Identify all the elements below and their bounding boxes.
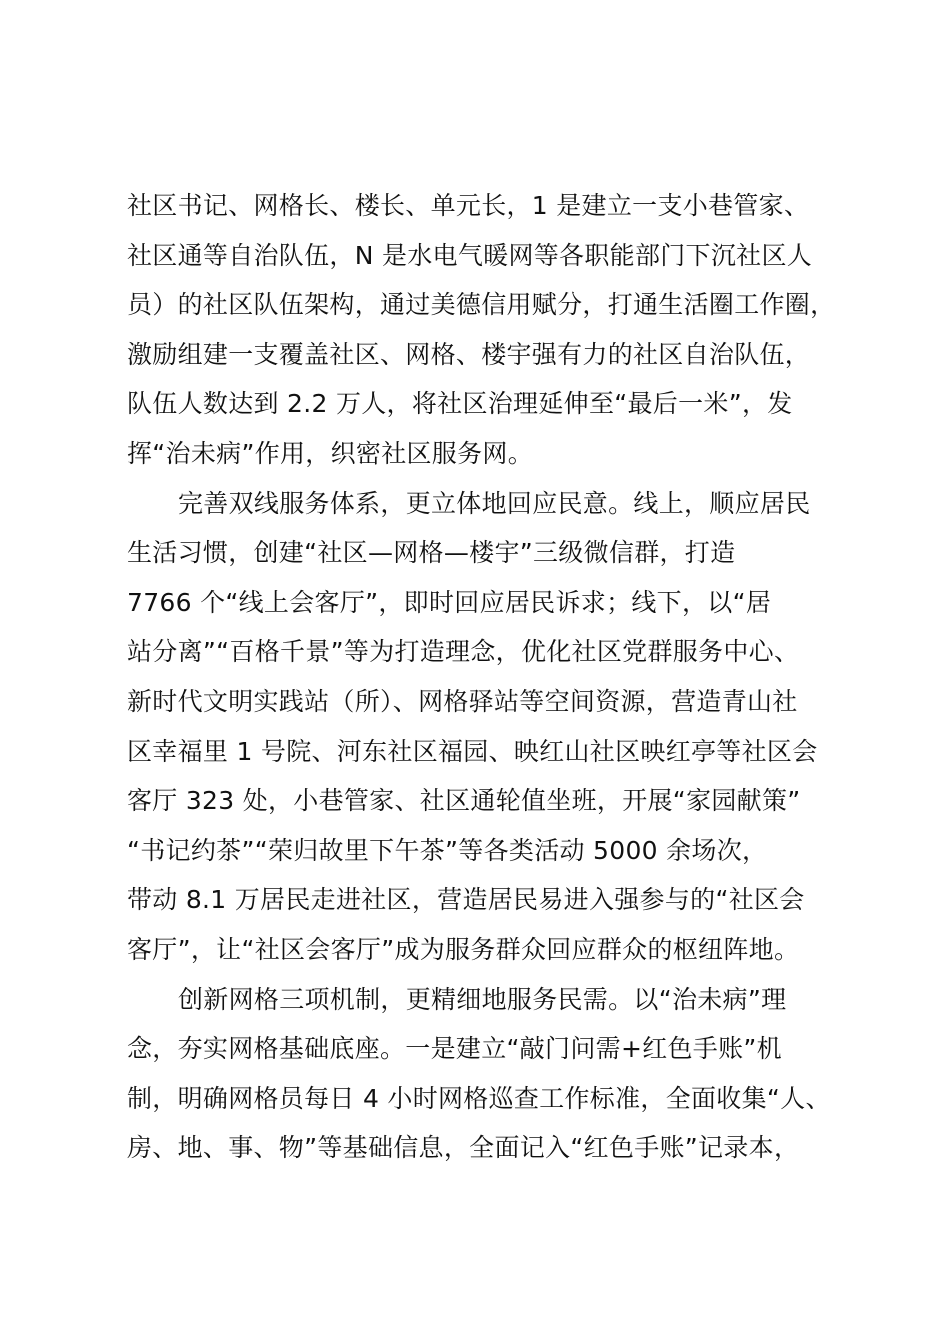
text-line: 激励组建一支覆盖社区、网格、楼宇强有力的社区自治队伍， xyxy=(127,339,811,369)
paragraph-start-line: 完善双线服务体系，更立体地回应民意。线上，顺应居民 xyxy=(178,488,811,518)
text-line: 新时代文明实践站（所）、网格驿站等空间资源，营造青山社 xyxy=(127,686,798,716)
text-line: 挥“治未病”作用，织密社区服务网。 xyxy=(127,438,534,468)
text-line: 站分离”“百格千景”等为打造理念，优化社区党群服务中心、 xyxy=(127,637,800,667)
text-line: 客厅 323 处，小巷管家、社区通轮值坐班，开展“家园献策” xyxy=(127,786,801,816)
text-line: 客厅”，让“社区会客厅”成为服务群众回应群众的枢纽阵地。 xyxy=(127,934,800,964)
text-line: 员）的社区队伍架构，通过美德信用赋分，打通生活圈工作圈， xyxy=(127,290,836,320)
paragraph-start-line: 创新网格三项机制，更精细地服务民需。以“治未病”理 xyxy=(178,984,787,1014)
text-line: 带动 8.1 万居民走进社区，营造居民易进入强参与的“社区会 xyxy=(127,885,805,915)
text-line: 队伍人数达到 2.2 万人，将社区治理延伸至“最后一米”，发 xyxy=(127,389,793,419)
text-line: 区幸福里 1 号院、河东社区福园、映红山社区映红亭等社区会 xyxy=(127,736,818,766)
text-line: “书记约茶”“荣归故里下午茶”等各类活动 5000 余场次， xyxy=(127,835,768,865)
body-text xyxy=(127,181,867,1173)
text-line: 制，明确网格员每日 4 小时网格巡查工作标准，全面收集“人、 xyxy=(127,1083,831,1113)
text-line: 生活习惯，创建“社区—网格—楼宇”三级微信群，打造 xyxy=(127,538,736,568)
text-line: 社区通等自治队伍，N 是水电气暖网等各职能部门下沉社区人 xyxy=(127,240,813,270)
text-line: 7766 个“线上会客厅”，即时回应居民诉求；线下，以“居 xyxy=(127,587,772,617)
text-line: 念，夯实网格基础底座。一是建立“敲门问需+红色手账”机 xyxy=(127,1034,782,1064)
text-line: 社区书记、网格长、楼长、单元长，1 是建立一支小巷管家、 xyxy=(127,191,810,220)
text-line: 房、地、事、物”等基础信息，全面记入“红色手账”记录本， xyxy=(127,1133,800,1163)
